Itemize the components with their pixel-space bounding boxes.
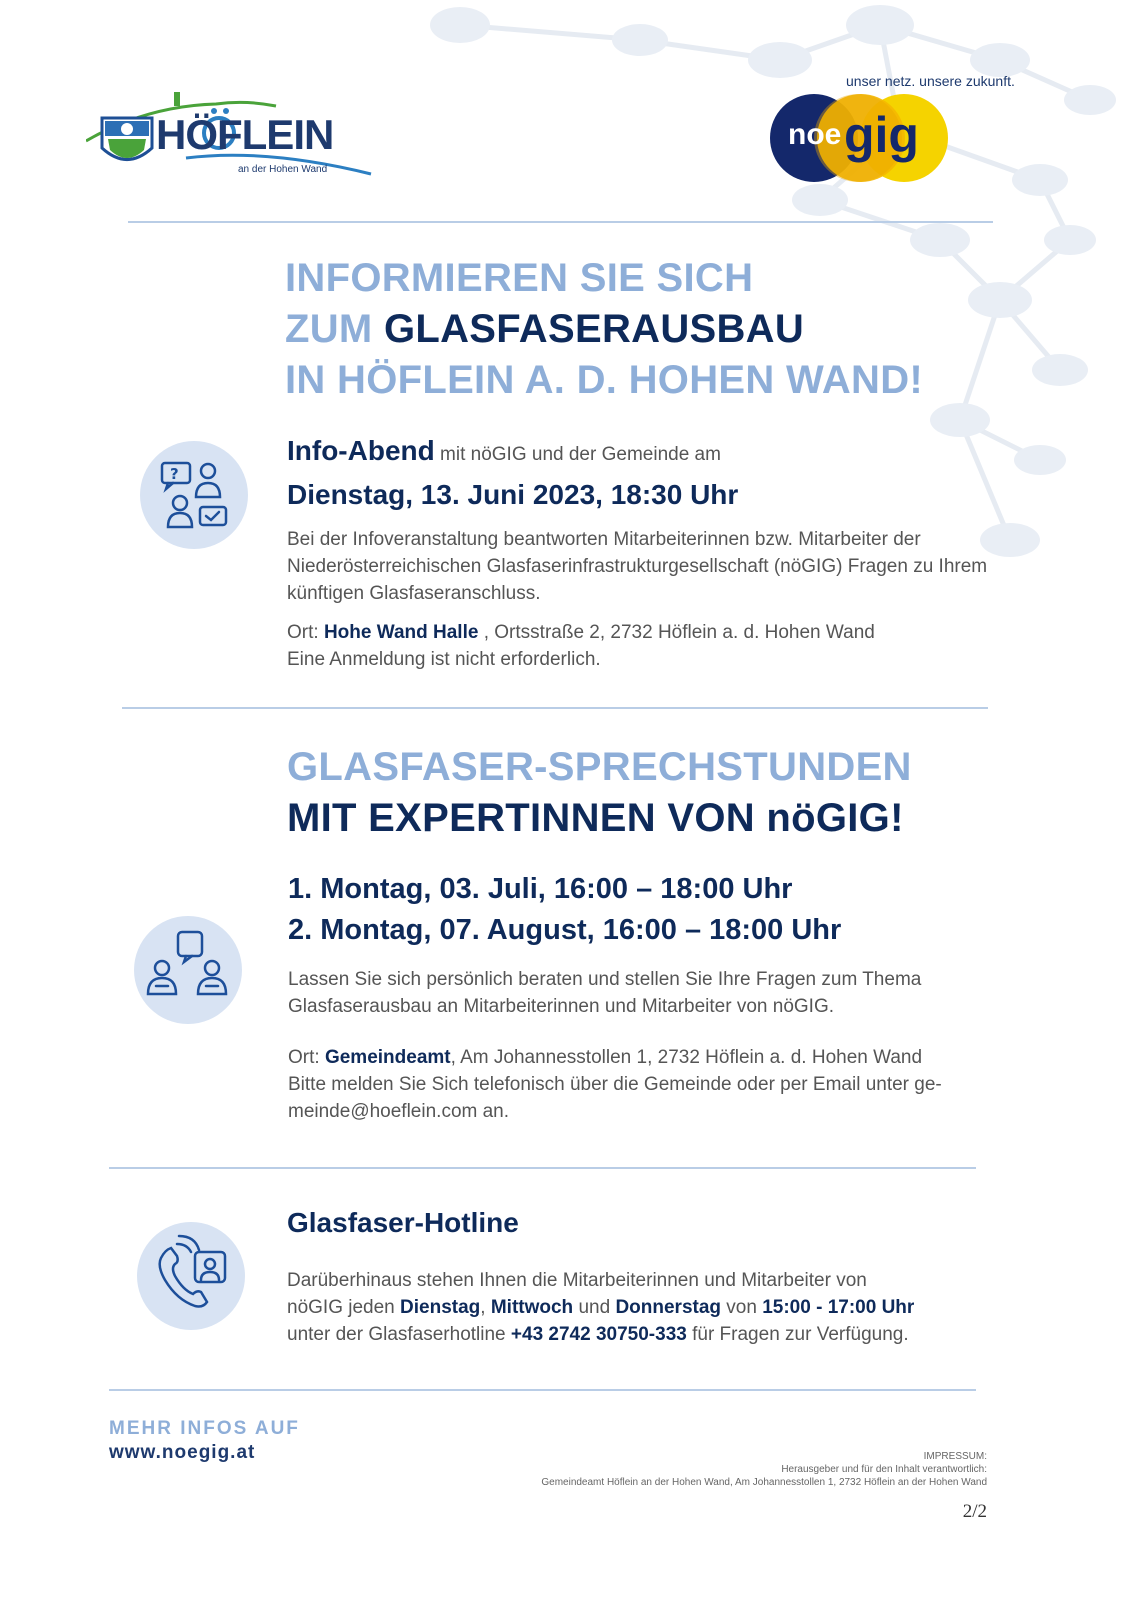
divider-2 xyxy=(109,1167,976,1169)
main-headline xyxy=(285,253,1085,406)
consultation-location-label: Ort: xyxy=(288,1047,325,1068)
hotline-day-3: Donnerstag xyxy=(615,1297,722,1318)
consultation-location-name: Gemeindeamt xyxy=(324,1047,451,1068)
more-info-label: MEHR INFOS AUF xyxy=(109,1418,300,1439)
consultation-date-1: 1. Montag, 03. Juli, 16:00 – 18:00 Uhr xyxy=(288,873,793,905)
headline-line-2a: ZUM xyxy=(285,307,384,351)
page-number: 2/2 xyxy=(962,1501,987,1522)
noegig-logo xyxy=(766,94,966,184)
headline-line-2b: GLASFASERAUSBAU xyxy=(383,307,805,351)
consultation-description xyxy=(288,966,1008,1020)
headline-line-3: IN HÖFLEIN A. D. HOHEN WAND! xyxy=(285,358,924,402)
hoeflein-logo xyxy=(86,86,376,181)
divider-top xyxy=(128,221,993,223)
consultation-registration-line-2: meinde@hoeflein.com an. xyxy=(288,1101,510,1122)
consultation-title-line-2: MIT EXPERTINNEN VON nöGIG! xyxy=(287,796,904,840)
noegig-tagline: unser netz. unsere zukunft. xyxy=(846,73,1015,89)
consultation-location xyxy=(288,1044,1008,1125)
logo-wordmark: HÖFLEIN xyxy=(156,111,334,158)
consultation-icon xyxy=(134,916,242,1024)
consultation-headline xyxy=(287,742,1087,844)
info-evening-location xyxy=(287,619,1007,673)
consultation-description-line-2: Glasfaserausbau an Mitarbeiterinnen und Mitarbeiter von nöGIG. xyxy=(288,996,835,1017)
divider-3 xyxy=(109,1389,976,1391)
registration-note: Eine Anmeldung ist nicht erforderlich. xyxy=(287,649,601,670)
meeting-icon xyxy=(140,441,248,549)
consultation-description-line-1: Lassen Sie sich persönlich beraten und stellen Sie Ihre Fragen zum Thema xyxy=(288,969,922,990)
hotline-day-2: Mittwoch xyxy=(490,1297,574,1318)
headline-line-1: INFORMIEREN SIE SICH xyxy=(285,256,754,300)
consultation-date-2: 2. Montag, 07. August, 16:00 – 18:00 Uhr xyxy=(288,914,842,946)
hotline-sep-2: und xyxy=(573,1297,616,1318)
website-link[interactable]: www.noegig.at xyxy=(109,1442,256,1463)
location-name: Hohe Wand Halle xyxy=(323,622,479,643)
hotline-sep-3: von xyxy=(721,1297,763,1318)
noegig-logo-noe: noe xyxy=(788,118,842,151)
phone-icon xyxy=(137,1222,245,1330)
footer-more-info xyxy=(109,1417,300,1465)
info-evening-date: Dienstag, 13. Juni 2023, 18:30 Uhr xyxy=(287,479,739,510)
svg-text:?: ? xyxy=(170,465,179,483)
hotline-text-3: unter der Glasfaserhotline xyxy=(287,1324,511,1345)
hotline-text xyxy=(287,1267,1007,1348)
location-address: , Ortsstraße 2, 2732 Höflein a. d. Hohen Wand xyxy=(478,622,875,643)
info-evening-description: Bei der Infoveranstaltung beantworten Mitarbeiterinnen bzw. Mitarbeiter der Niederösterreichischen Glasfaserinfrastrukturgesellschaft (nöGIG) Fragen zu Ihrem künftigen Glasfaseranschluss. xyxy=(287,529,988,604)
hotline-title: Glasfaser-Hotline xyxy=(287,1207,519,1238)
hotline-text-2: nöGIG jeden xyxy=(287,1297,401,1318)
impressum-title: IMPRESSUM: xyxy=(923,1451,987,1462)
divider-1 xyxy=(122,707,988,709)
impressum-line-1: Herausgeber und für den Inhalt verantwortlich: xyxy=(781,1464,987,1475)
consultation-location-address: , Am Johannesstollen 1, 2732 Höflein a. d. Hohen Wand xyxy=(450,1047,923,1068)
impressum-line-2: Gemeindeamt Höflein an der Hohen Wand, Am Johannesstollen 1, 2732 Höflein an der Hohen Wand xyxy=(541,1477,987,1488)
logo-subtitle: an der Hohen Wand xyxy=(238,164,328,175)
hotline-day-1: Dienstag xyxy=(400,1297,481,1318)
hotline-text-line-1: Darüberhinaus stehen Ihnen die Mitarbeiterinnen und Mitarbeiter von xyxy=(287,1270,867,1291)
hotline-text-4: für Fragen zur Verfügung. xyxy=(686,1324,909,1345)
consultation-registration-line-1: Bitte melden Sie Sich telefonisch über die Gemeinde oder per Email unter ge- xyxy=(288,1074,942,1095)
hotline-phone: +43 2742 30750-333 xyxy=(510,1324,687,1345)
hotline-sep-1: , xyxy=(480,1297,491,1318)
hotline-hours: 15:00 - 17:00 Uhr xyxy=(762,1297,915,1318)
info-evening-section xyxy=(287,434,1027,512)
consultation-title-line-1: GLASFASER-SPRECHSTUNDEN xyxy=(287,745,912,789)
location-label: Ort: xyxy=(287,622,324,643)
impressum xyxy=(541,1450,987,1489)
noegig-logo-gig: gig xyxy=(844,107,919,163)
consultation-dates xyxy=(288,869,1008,951)
info-evening-title: Info-Abend xyxy=(287,435,435,466)
info-evening-title-suffix: mit nöGIG und der Gemeinde am xyxy=(434,444,721,465)
